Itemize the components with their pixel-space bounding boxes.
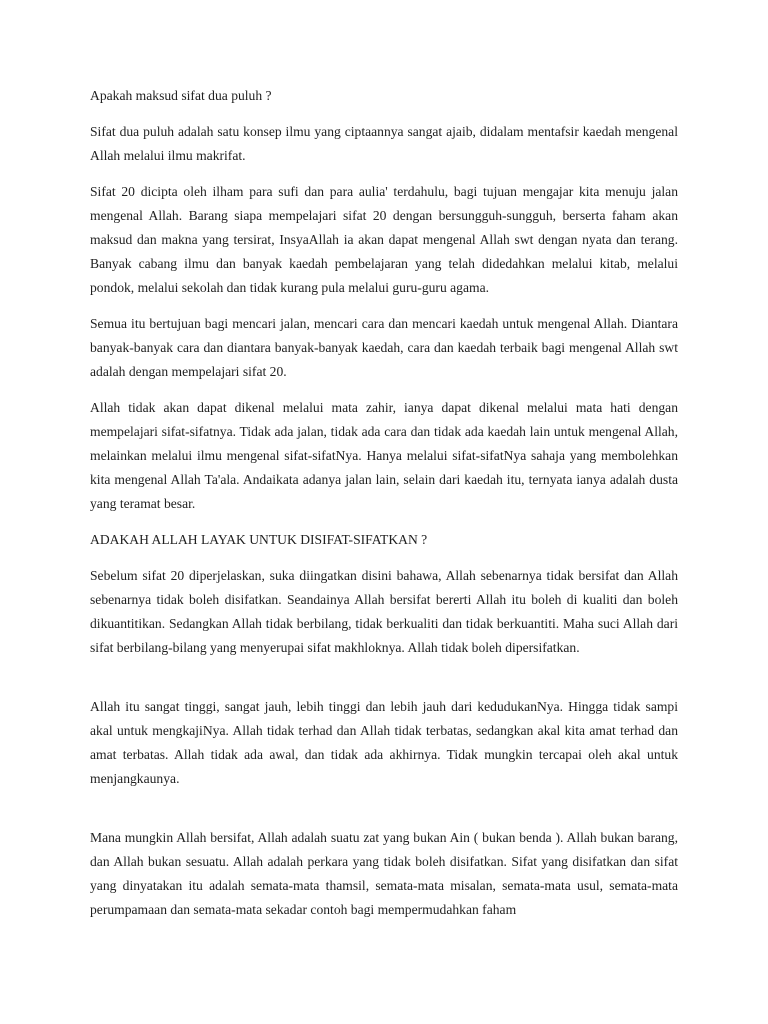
blank-line <box>90 672 678 695</box>
question-heading: Apakah maksud sifat dua puluh ? <box>90 88 272 103</box>
paragraph-origin: Sifat 20 dicipta oleh ilham para sufi dan para aulia' terdahulu, bagi tujuan mengajar kita menuju jalan mengenal Allah. Barang siapa mempelajari sifat 20 dengan bersungguh-sungguh, berserta faham akan maksud dan makna yang tersirat, InsyaAllah ia akan dapat mengenal Allah swt dengan nyata dan terang. Banyak cabang ilmu dan banyak kaedah pembelajaran yang telah didedahkan melalui kitab, melalui pondok, melalui sekolah dan tidak kurang pula melalui guru-guru agama. <box>90 184 678 295</box>
paragraph-definition: Sifat dua puluh adalah satu konsep ilmu yang ciptaannya sangat ajaib, didalam mentafsir kaedah mengenal Allah melalui ilmu makrifat. <box>90 124 678 163</box>
blank-line <box>90 803 678 826</box>
paragraph-purpose: Semua itu bertujuan bagi mencari jalan, mencari cara dan mencari kaedah untuk mengenal Allah. Diantara banyak-banyak cara dan diantara banyak-banyak kaedah, cara dan kaedah terbaik bagi mengenal Allah swt adalah dengan mempelajari sifat 20. <box>90 316 678 379</box>
paragraph-not-attributable: Sebelum sifat 20 diperjelaskan, suka diingatkan disini bahawa, Allah sebenarnya tidak bersifat dan Allah sebenarnya tidak boleh disifatkan. Seandainya Allah bersifat bererti Allah itu boleh di kualiti dan boleh dikuantitikan. Sedangkan Allah tidak berbilang, tidak berkualiti dan tidak berkuantiti. Maha suci Allah dari sifat berbilang-bilang yang menyerupai sifat makhloknya. Allah tidak boleh dipersifatkan. <box>90 568 678 655</box>
paragraph-knowing-allah: Allah tidak akan dapat dikenal melalui mata zahir, ianya dapat dikenal melalui mata hati dengan mempelajari sifat-sifatnya. Tidak ada jalan, tidak ada cara dan tidak ada kaedah lain untuk mengenal Allah, melainkan melalui ilmu mengenal sifat-sifatNya. Hanya melalui sifat-sifatNya sahaja yang membolehkan kita mengenal Allah Ta'ala. Andaikata adanya jalan lain, selain dari kaedah itu, ternyata ianya adalah dusta yang teramat besar. <box>90 400 678 511</box>
paragraph-allegory: Mana mungkin Allah bersifat, Allah adalah suatu zat yang bukan Ain ( bukan benda ). Allah bukan barang, dan Allah bukan sesuatu. Allah adalah perkara yang tidak boleh disifatkan. Sifat yang disifatkan dan sifat yang dinyatakan itu adalah semata-mata thamsil, semata-mata misalan, semata-mata usul, semata-mata perumpamaan dan semata-mata sekadar contoh bagi mempermudahkan faham <box>90 830 678 917</box>
section-heading: ADAKAH ALLAH LAYAK UNTUK DISIFAT-SIFATKAN ? <box>90 532 428 547</box>
paragraph-beyond-reason: Allah itu sangat tinggi, sangat jauh, lebih tinggi dan lebih jauh dari kedudukanNya. Hingga tidak sampi akal untuk mengkajiNya. Allah tidak terhad dan Allah tidak terbatas, sedangkan akal kita amat terhad dan amat terbatas. Allah tidak ada awal, dan tidak ada akhirnya. Tidak mungkin tercapai oleh akal untuk menjangkaunya. <box>90 699 678 786</box>
document-page <box>90 84 678 934</box>
